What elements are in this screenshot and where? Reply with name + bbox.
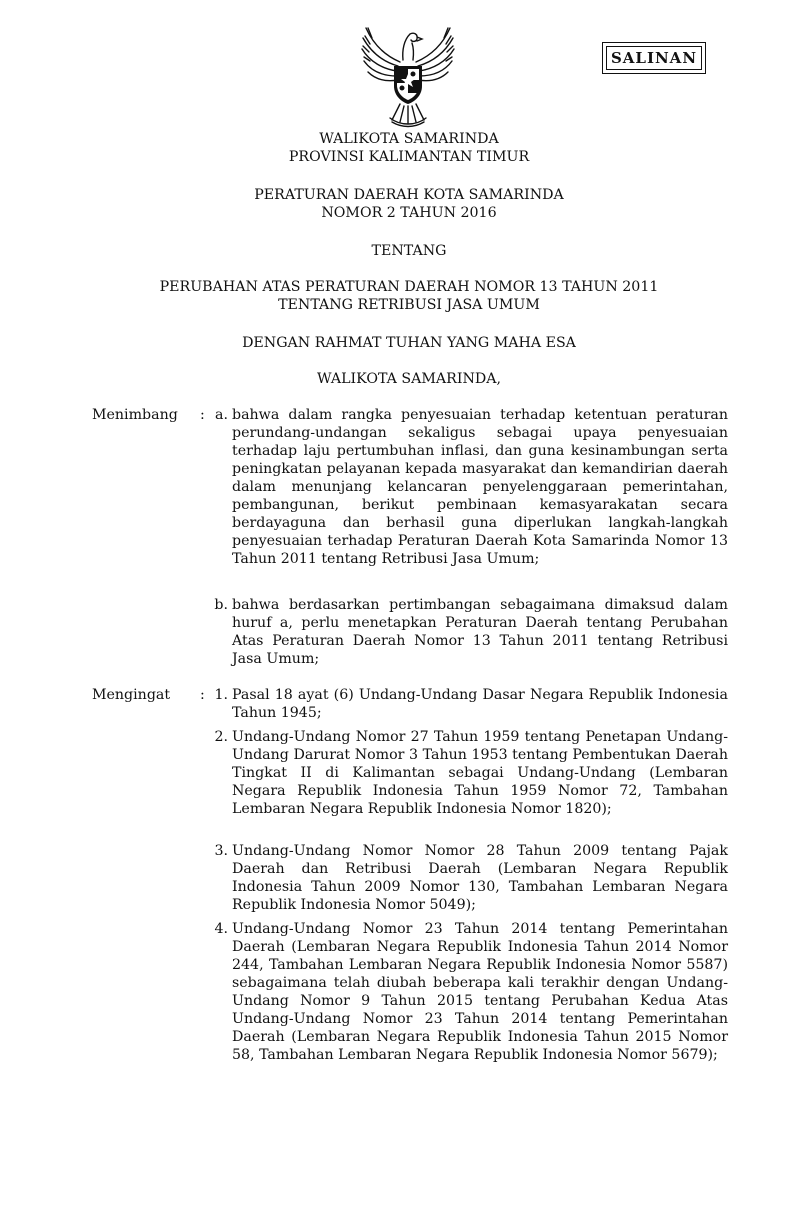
subject-line-1: PERUBAHAN ATAS PERATURAN DAERAH NOMOR 13 TAHUN 2011 [159, 279, 659, 295]
item-marker: 3. [214, 843, 228, 859]
menimbang-item-a [200, 406, 728, 568]
item-text: bahwa dalam rangka penyesuaian terhadap ketentuan peraturan perundang-undangan sekaligus sebagai upaya penyesuaian terhadap laju pertumbuhan inflasi, dan guna kesinambungan serta peningkatan pelayanan kepada masyarakat dan kemandirian daerah dalam menunjang kelancaran penyelenggaraan pemerintahan, pembangunan, berikut pembinaan kemasyarakatan secara berdayaguna dan berhasil guna diperlukan langkah-langkah penyesuaian terhadap Peraturan Daerah Kota Samarinda Nomor 13 Tahun 2011 tentang Retribusi Jasa Umum; [232, 407, 728, 567]
authority-title: WALIKOTA SAMARINDA [319, 131, 499, 147]
regulation-number: NOMOR 2 TAHUN 2016 [321, 205, 497, 221]
regulation-heading [0, 186, 800, 222]
mengingat-item-4 [200, 920, 728, 1064]
tentang-heading: TENTANG [371, 243, 447, 259]
item-text: Pasal 18 ayat (6) Undang-Undang Dasar Negara Republik Indonesia Tahun 1945; [232, 687, 728, 721]
preamble: DENGAN RAHMAT TUHAN YANG MAHA ESA [242, 335, 576, 351]
item-marker: a. [215, 407, 228, 423]
garuda-emblem-icon [356, 16, 460, 128]
mengingat-colon: : [200, 687, 205, 703]
mengingat-label: Mengingat [92, 687, 171, 703]
subject-heading [0, 278, 800, 314]
official-signatory: WALIKOTA SAMARINDA, [316, 371, 501, 387]
item-text: Undang-Undang Nomor 23 Tahun 2014 tentang Pemerintahan Daerah (Lembaran Negara Republik Indonesia Tahun 2014 Nomor 244, Tambahan Lembaran Negara Republik Indonesia Nomor 5587) sebagaimana telah diubah beberapa kali terakhir dengan Undang-Undang Nomor 9 Tahun 2015 tentang Perubahan Kedua Atas Undang-Undang Nomor 23 Tahun 2014 tentang Pemerintahan Daerah (Lembaran Negara Republik Indonesia Tahun 2015 Nomor 58, Tambahan Lembaran Negara Republik Indonesia Nomor 5679); [232, 921, 728, 1063]
subject-line-2: TENTANG RETRIBUSI JASA UMUM [278, 297, 540, 313]
issuing-authority [0, 130, 800, 166]
province-title: PROVINSI KALIMANTAN TIMUR [288, 149, 530, 165]
salinan-label: SALINAN [610, 49, 698, 67]
regulation-title: PERATURAN DAERAH KOTA SAMARINDA [254, 187, 564, 203]
item-marker: 1. [214, 687, 228, 703]
item-text: Undang-Undang Nomor Nomor 28 Tahun 2009 tentang Pajak Daerah dan Retribusi Daerah (Lembaran Negara Republik Indonesia Tahun 2009 Nomor 130, Tambahan Lembaran Negara Republik Indonesia Nomor 5049); [232, 843, 728, 913]
mengingat-item-1 [200, 686, 728, 722]
mengingat-item-2 [200, 728, 728, 818]
item-marker: 4. [214, 921, 228, 937]
item-marker: b. [214, 597, 228, 613]
mengingat-item-3 [200, 842, 728, 914]
item-marker: 2. [214, 729, 228, 745]
item-text: Undang-Undang Nomor 27 Tahun 1959 tentang Penetapan Undang-Undang Darurat Nomor 3 Tahun 1953 tentang Pembentukan Daerah Tingkat II di Kalimantan sebagai Undang-Undang (Lembaran Negara Republik Indonesia Tahun 1959 Nomor 72, Tambahan Lembaran Negara Republik Indonesia Nomor 1820); [232, 729, 728, 817]
item-text: bahwa berdasarkan pertimbangan sebagaimana dimaksud dalam huruf a, perlu menetapkan Peraturan Daerah tentang Perubahan Atas Peraturan Daerah Nomor 13 Tahun 2011 tentang Retribusi Jasa Umum; [232, 597, 728, 667]
menimbang-colon: : [200, 407, 205, 423]
menimbang-label: Menimbang [92, 407, 178, 423]
salinan-stamp [602, 42, 706, 74]
menimbang-item-b [200, 596, 728, 668]
